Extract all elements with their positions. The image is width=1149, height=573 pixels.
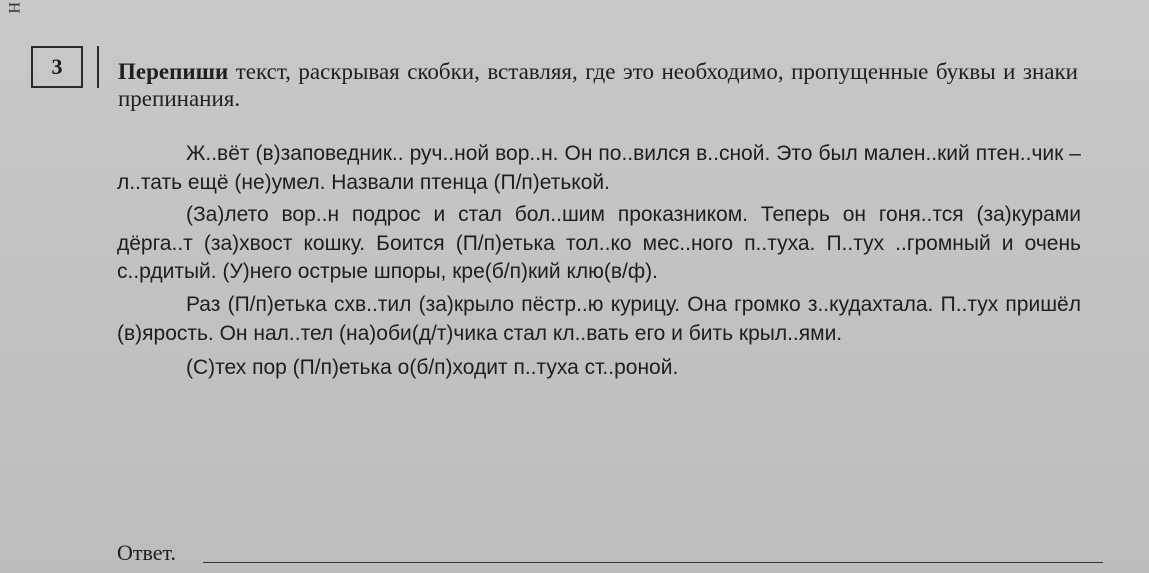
instruction-text: текст, раскрывая скобки, вставляя, где это необходимо, пропущенные буквы и знаки препинания. — [118, 59, 1078, 111]
passage-paragraph: Раз (П/п)етька схв..тил (за)крыло пёстр..ю курицу. Она громко з..кудахтала. П..тух пришёл (в)ярость. Он нал..тел (на)оби(д/т)чика стал кл..вать его и бить крыл..ями. — [117, 292, 1081, 345]
passage-paragraph: Ж..вёт (в)заповедник.. руч..ной вор..н. Он по..вился в..сной. Это был мален..кий птен..чик – л..тать ещё (не)умел. Назвали птенца (П/п)етькой. — [117, 142, 1081, 194]
task-number-box — [31, 46, 83, 88]
page-edge-marker: H — [5, 2, 22, 14]
task-instruction — [118, 58, 1078, 112]
passage-paragraph: (С)тех пор (П/п)етька о(б/п)ходит п..туха ст..роной. — [186, 356, 679, 380]
answer-row — [117, 536, 1117, 566]
task-divider — [97, 46, 99, 88]
passage-paragraph: (За)лето вор..н подрос и стал бол..шим проказником. Теперь он гоня..тся (за)курами дёрга..т (за)хвост кошку. Боится (П/п)етька тол..ко мес..ного п..туха. П..тух ..громный и очень с..рдитый. (У)него острые шпоры, кре(б/п)кий клю(в/ф). — [117, 203, 1081, 284]
answer-label: Ответ. — [117, 540, 176, 565]
task-number: 3 — [51, 54, 63, 79]
answer-line[interactable] — [203, 562, 1103, 563]
instruction-lead: Перепиши — [118, 59, 229, 84]
exercise-passage — [117, 140, 1081, 383]
